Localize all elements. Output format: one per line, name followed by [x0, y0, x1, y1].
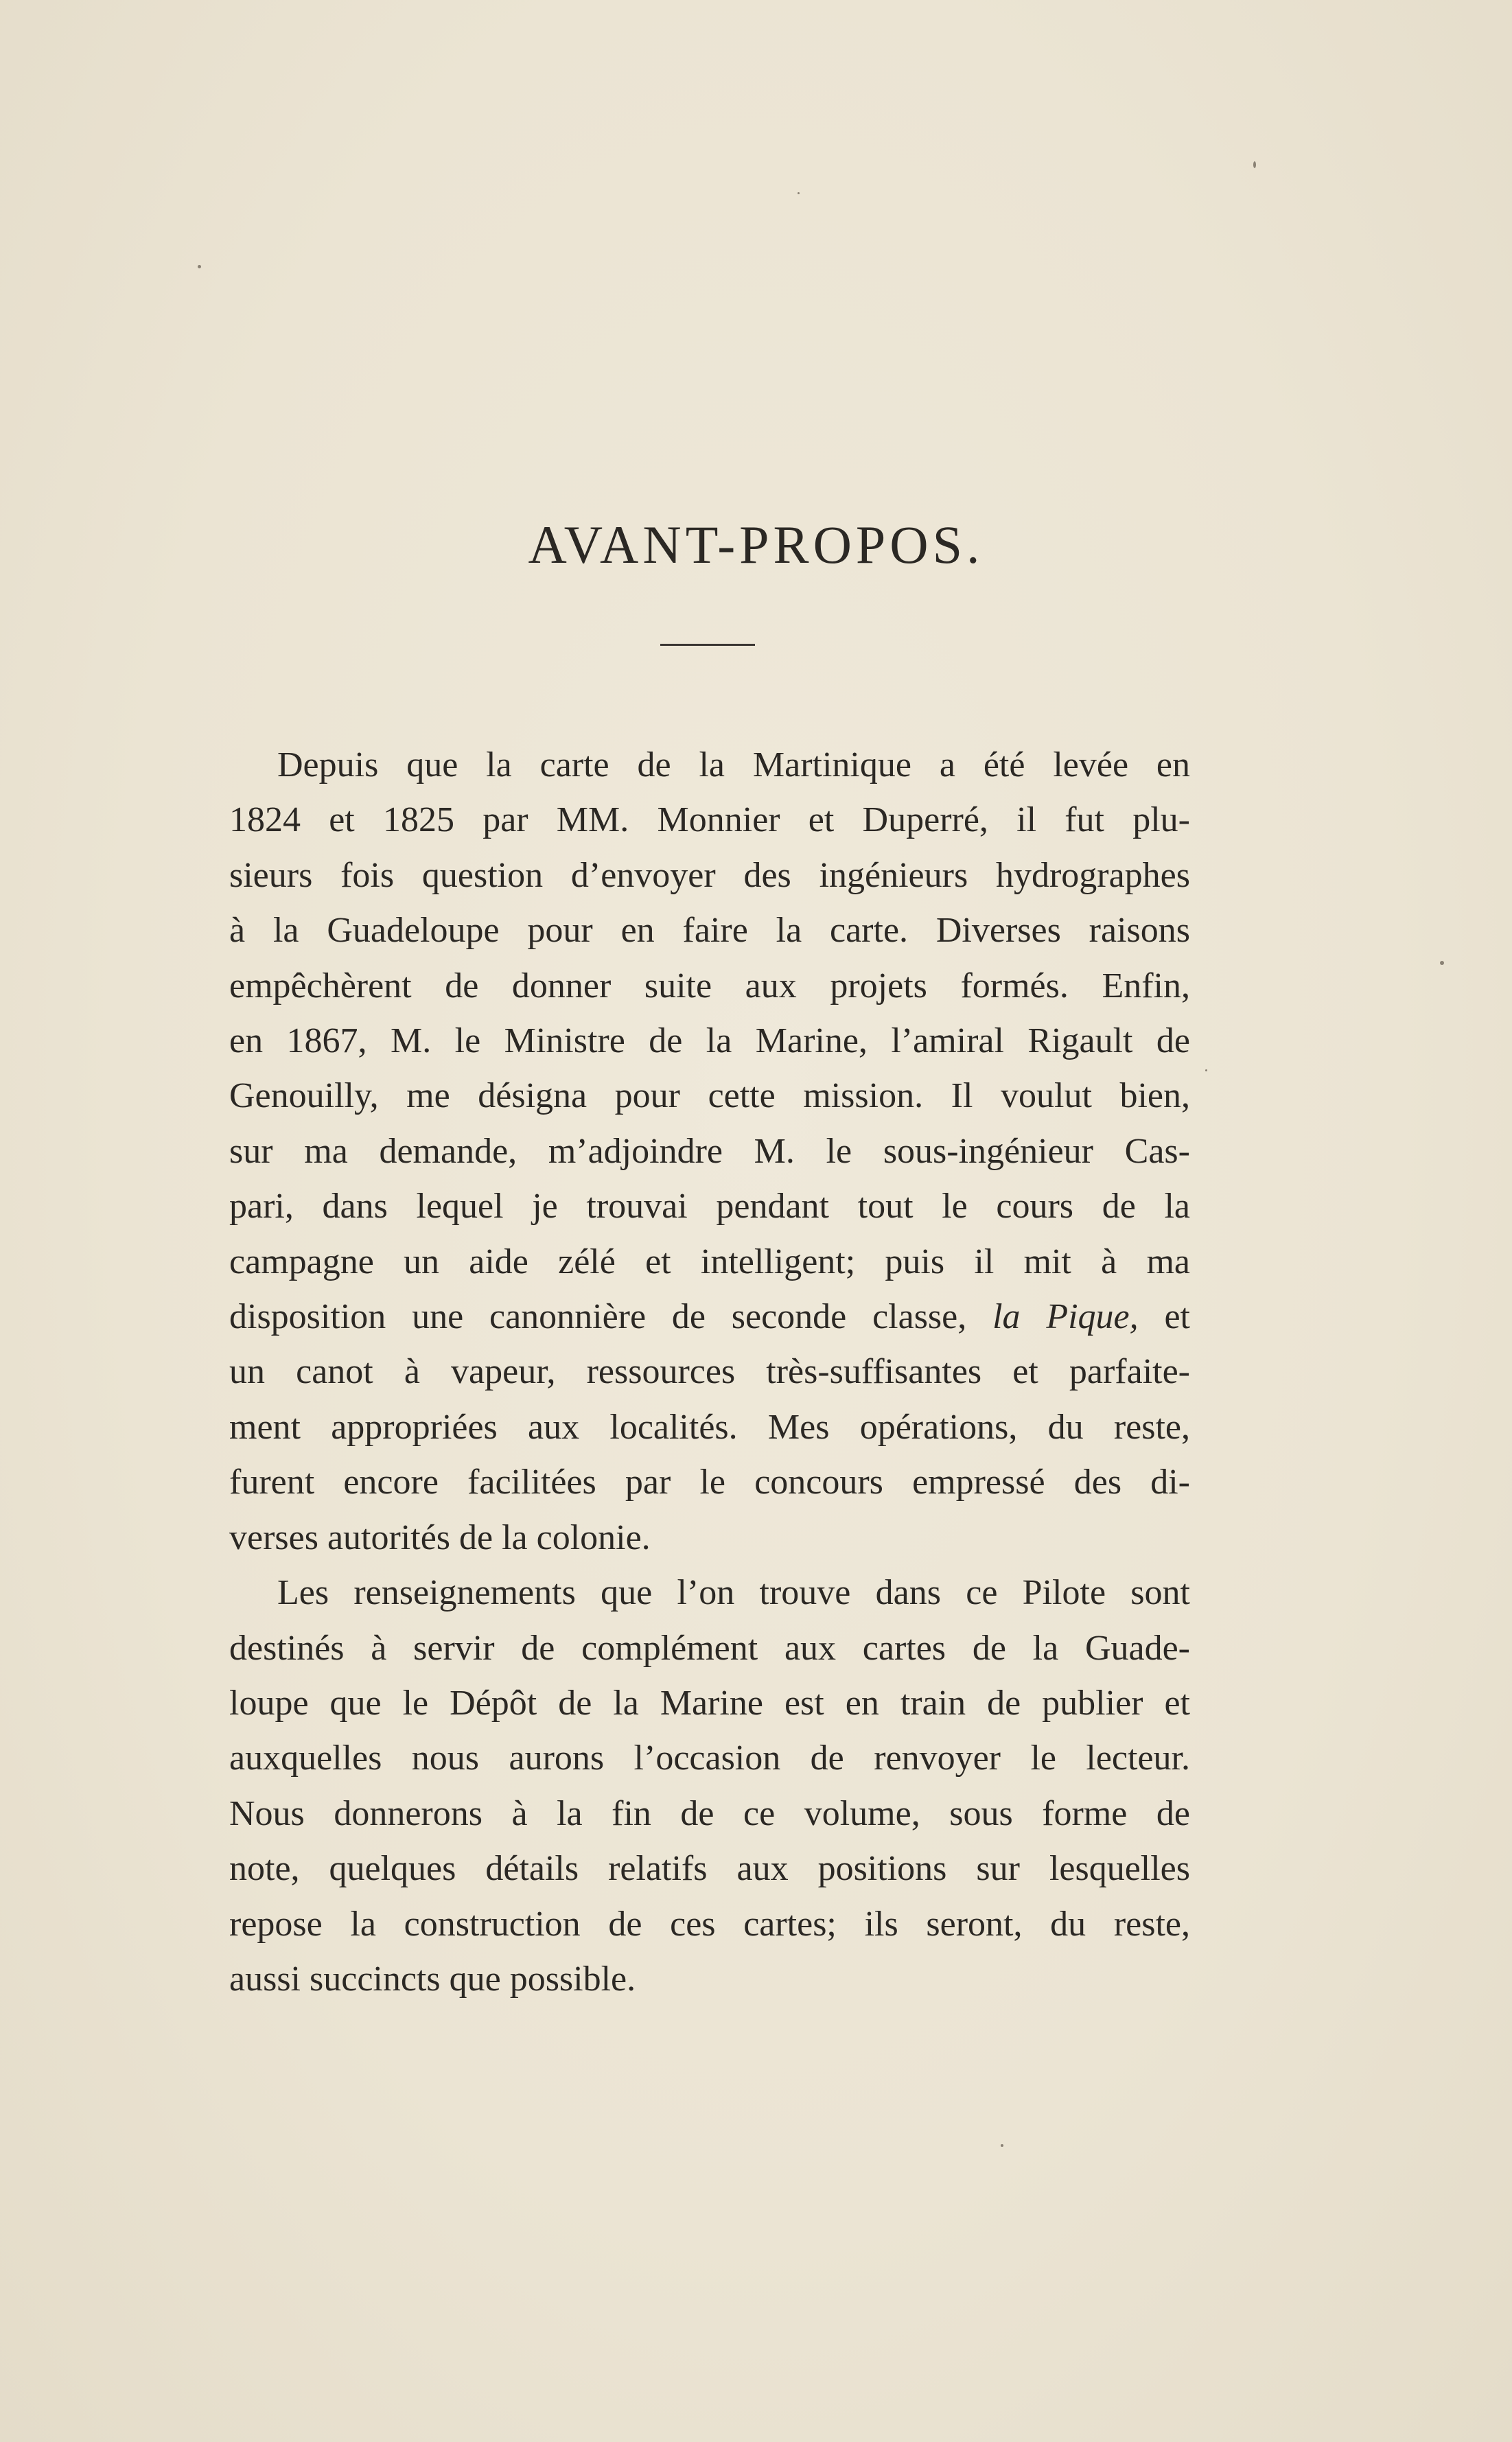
text-line: empêchèrent de donner suite aux projets formés. Enfin, [229, 966, 1190, 1005]
paper-speck [798, 192, 800, 194]
text-line: Les renseignements que l’on trouve dans ce Pilote sont [277, 1573, 1190, 1613]
paragraph-2 [229, 1566, 1190, 2007]
ship-name: la Pique, [992, 1297, 1139, 1337]
text-line: auxquelles nous aurons l’occasion de renvoyer le lecteur. [229, 1739, 1190, 1778]
text-line: note, quelques détails relatifs aux positions sur lesquelles [229, 1849, 1190, 1889]
text-line: Nous donnerons à la fin de ce volume, sous forme de [229, 1793, 1190, 1833]
text-line: un canot à vapeur, ressources très-suffisantes et parfaite- [229, 1352, 1190, 1392]
text-line: furent encore facilitées par le concours empressé des di- [229, 1463, 1190, 1502]
paper-speck [1001, 2144, 1003, 2147]
text-line: sur ma demande, m’adjoindre M. le sous-ingénieur Cas- [229, 1131, 1190, 1171]
page-title: AVANT-PROPOS. [528, 515, 984, 574]
text-line: 1824 et 1825 par MM. Monnier et Duperré, il fut plu- [229, 800, 1190, 840]
text-line: repose la construction de ces cartes; ils seront, du reste, [229, 1904, 1190, 1944]
text-line: campagne un aide zélé et intelligent; puis il mit à ma [229, 1242, 1190, 1281]
text-line: loupe que le Dépôt de la Marine est en train de publier et [229, 1683, 1190, 1723]
text-line: en 1867, M. le Ministre de la Marine, l’amiral Rigault de [229, 1021, 1190, 1061]
paper-speck [198, 265, 201, 268]
text-line: Depuis que la carte de la Martinique a été levée en [277, 745, 1190, 784]
text-line: verses autorités de la colonie. [229, 1517, 651, 1557]
text-line [229, 1290, 1190, 1345]
paragraph-1 [229, 738, 1190, 1566]
text-segment: et [1138, 1297, 1190, 1337]
text-line: pari, dans lequel je trouvai pendant tout le cours de la [229, 1187, 1190, 1226]
text-line: ment appropriées aux localités. Mes opérations, du reste, [229, 1407, 1190, 1447]
text-line: aussi succincts que possible. [229, 1959, 636, 1999]
text-segment: disposition une canonnière de seconde classe, [229, 1297, 993, 1337]
body-text [229, 738, 1190, 2007]
text-line: Genouilly, me désigna pour cette mission. Il voulut bien, [229, 1076, 1190, 1116]
text-line: sieurs fois question d’envoyer des ingénieurs hydrographes [229, 855, 1190, 895]
paper-speck [1205, 1069, 1207, 1071]
paper-speck [1253, 161, 1256, 168]
title-rule [660, 644, 755, 646]
text-line: destinés à servir de complément aux cartes de la Guade- [229, 1628, 1190, 1668]
text-line: à la Guadeloupe pour en faire la carte. Diverses raisons [229, 911, 1190, 951]
paper-speck [1440, 961, 1444, 965]
